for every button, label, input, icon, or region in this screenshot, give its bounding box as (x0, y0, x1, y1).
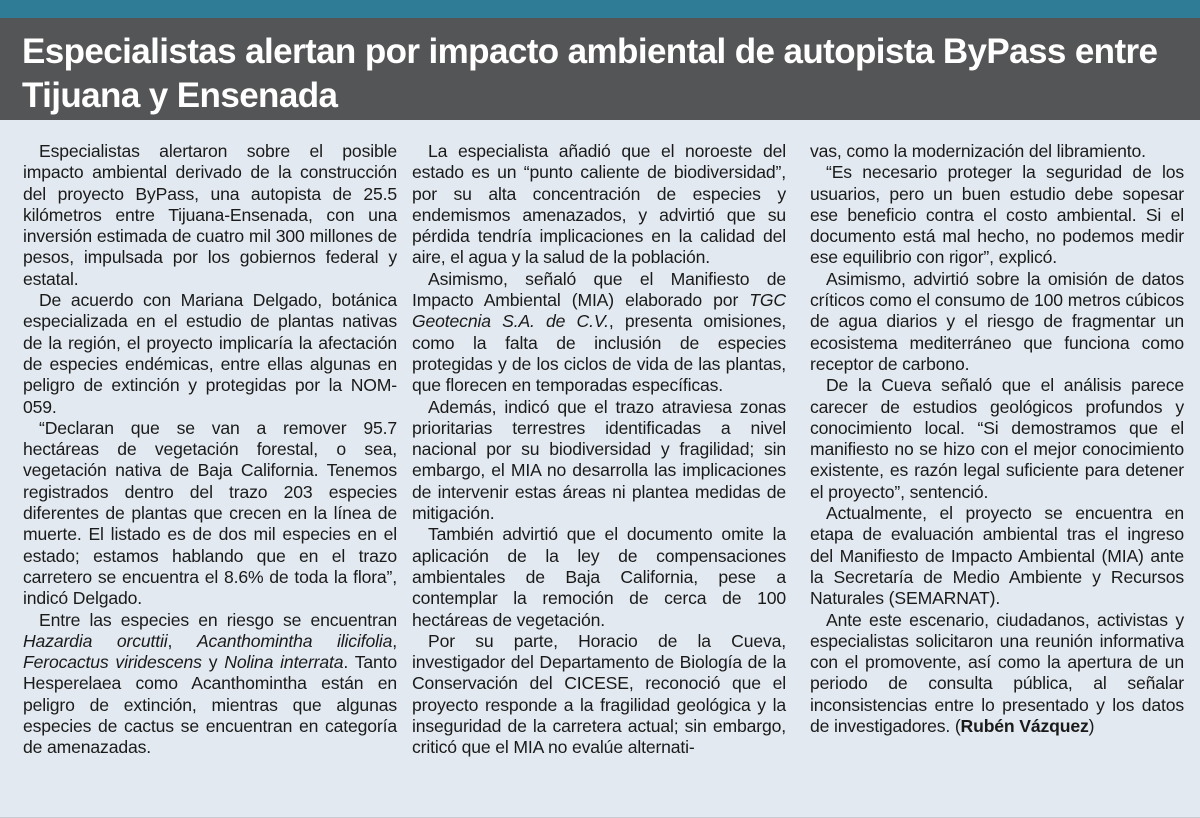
paragraph (412, 269, 786, 397)
paragraph-text: , presenta omisiones, como la falta de inclusión de especies protegidas y de los ciclos de vida de las plantas, que florecen en temporadas específicas. (412, 311, 787, 396)
species-name: Acanthomintha ilicifolia (196, 630, 393, 651)
paragraph-continuation: vas, como la modernización del libramiento. (810, 141, 1146, 161)
species-name: Nolina interrata (224, 652, 344, 673)
paragraph: De la Cueva señaló que el análisis parece carecer de estudios geológicos profundos y conocimiento local. “Si demostramos que el manifiesto no se hizo con el mejor conocimiento existente, es razón legal suficiente para detener el proyecto”, sentenció. (810, 375, 1184, 502)
paragraph (810, 610, 1184, 738)
paragraph: La especialista añadió que el noroeste del estado es un “punto caliente de biodiversidad”, por su alta concentración de especies y endemismos amenazados, y advirtió que su pérdida tendría implicaciones en la calidad del aire, el agua y la salud de la población. (412, 141, 786, 268)
paragraph: Además, indicó que el trazo atraviesa zonas prioritarias terrestres identificadas a nivel nacional por su biodiversidad y fragilidad; sin embargo, el MIA no desarrolla las implicaciones de intervenir estas áreas ni plantea medidas de mitigación. (412, 396, 786, 524)
paragraph: Asimismo, advirtió sobre la omisión de datos críticos como el consumo de 100 metros cúbicos de agua diarios y el riesgo de fragmentar un ecosistema mediterráneo que funciona como receptor de carbono. (810, 268, 1184, 374)
paragraph: Por su parte, Horacio de la Cueva, investigador del Departamento de Biología de la Conservación del CICESE, reconoció que el proyecto responde a la fragilidad geológica y la inseguridad de la carretera actual; sin embargo, criticó que el MIA no evalúe alternati- (412, 630, 786, 758)
paragraph-text: ) (1088, 716, 1095, 737)
species-name: Hazardia orcuttii (23, 630, 168, 651)
species-name: Ferocactus viridescens (23, 652, 202, 673)
paragraph: De acuerdo con Mariana Delgado, botánica especializada en el estudio de plantas nativas de la región, el proyecto implicaría la afectación de especies endémicas, entre ellas algunas en peligro de extinción y protegidas por la NOM-059. (23, 290, 397, 417)
paragraph-text: Entre las especies en riesgo se encuentran (39, 609, 397, 630)
headline: Especialistas alertan por impacto ambiental de autopista ByPass entre Tijuana y Ensenada (22, 32, 1158, 115)
byline: Rubén Vázquez (960, 716, 1089, 737)
paragraph: “Declaran que se van a remover 95.7 hectáreas de vegetación forestal, o sea, vegetación nativa de Baja California. Tenemos registrados dentro del trazo 203 especies diferentes de plantas que crecen en la línea de muerte. El listado es de dos mil especies en el estado; estamos hablando que en el trazo carretero se encuentra el 8.6% de toda la flora”, indicó Delgado. (23, 417, 397, 609)
paragraph-text: Ante este escenario, ciudadanos, activistas y especialistas solicitaron una reunión informativa con el promovente, así como la apertura de un periodo de consulta pública, al señalar inconsistencias entre lo presentado y los datos de investigadores. ( (810, 609, 1184, 737)
company-name: TGC Geotecnia S.A. de C.V. (412, 290, 786, 332)
top-accent-bar (0, 0, 1200, 18)
paragraph: Actualmente, el proyecto se encuentra en etapa de evaluación ambiental tras el ingreso del Manifiesto de Impacto Ambiental (MIA) ante la Secretaría de Medio Ambiente y Recursos Naturales (SEMARNAT). (810, 503, 1184, 609)
paragraph-text: y (201, 652, 225, 673)
article-column-1 (23, 141, 397, 759)
paragraph-text: Asimismo, señaló que el Manifiesto de Impacto Ambiental (MIA) elaborado por (412, 268, 786, 311)
paragraph-text: , (167, 630, 197, 651)
paragraph (23, 610, 397, 759)
article-column-3 (810, 141, 1184, 737)
headline-banner (0, 18, 1200, 120)
paragraph-text: . Tanto Hesperelaea como Acanthomintha están en peligro de extinción, mientras que algunas especies de cactus se encuentran en categoría de amenazadas. (23, 652, 397, 758)
article-column-2 (412, 141, 786, 759)
paragraph-text: , (392, 630, 397, 651)
paragraph: “Es necesario proteger la seguridad de los usuarios, pero un buen estudio debe sopesar ese beneficio contra el costo ambiental. Si el documento está mal hecho, no podemos medir ese equilibrio con rigor”, explicó. (810, 162, 1184, 268)
article-body (0, 120, 1200, 818)
paragraph: Especialistas alertaron sobre el posible impacto ambiental derivado de la construcción del proyecto ByPass, una autopista de 25.5 kilómetros entre Tijuana-Ensenada, con una inversión estimada de cuatro mil 300 millones de pesos, impulsada por los gobiernos federal y estatal. (23, 141, 397, 289)
paragraph: También advirtió que el documento omite la aplicación de la ley de compensaciones ambientales de Baja California, pese a contemplar la remoción de cerca de 100 hectáreas de vegetación. (412, 524, 786, 630)
